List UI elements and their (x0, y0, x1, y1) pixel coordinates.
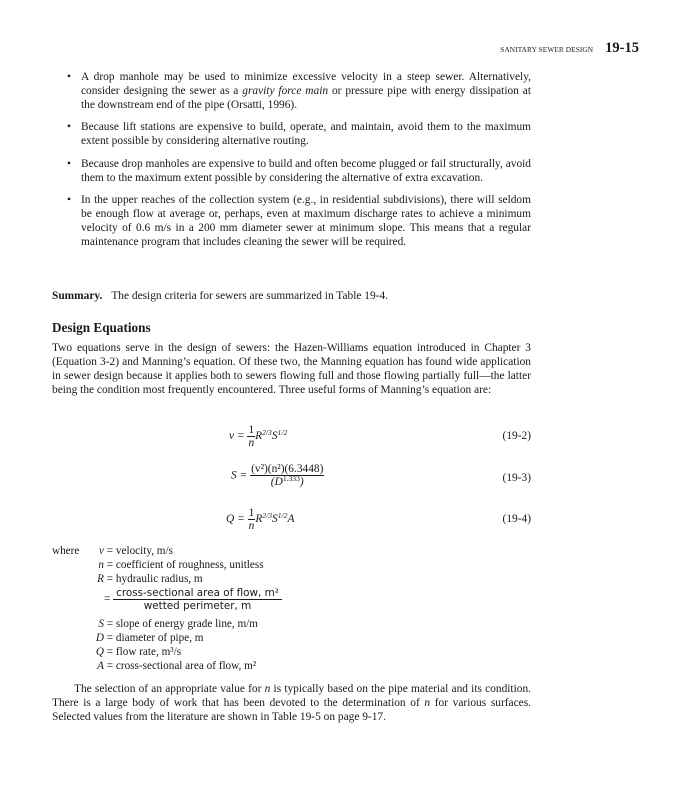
definition-row: Q = flow rate, m³/s (95, 646, 182, 658)
section-heading: Design Equations (52, 320, 151, 335)
running-head (500, 40, 639, 57)
bullet-item: • A drop manhole may be used to minimize excessive velocity in a steep sewer. Alternatively, consider designing the sewer as a gravity force main or pressure pipe with energy dissipation at the downstream end of the pipe (Orsatti, 1996). (67, 71, 531, 111)
definition-row: n = coefficient of roughness, unitless (98, 559, 264, 571)
definition-row-fraction: = $\frac{\text{cross-sectional area of flow, m²}}{\text{wetted perimeter, m}}$ (104, 587, 282, 612)
bullet-item: • In the upper reaches of the collection system (e.g., in residential subdivisions), there will seldom be enough flow at average or, perhaps, even at maximum discharge rates to achieve a minimum velocity of 0.6 m/s in a 200 mm diameter sewer at minimum slope. This means that a regular maintenance program that includes cleaning the sewer will be required. (67, 194, 531, 248)
summary-text: The design criteria for sewers are summarized in Table 19-4. (111, 290, 389, 302)
equation-number: (19-4) (502, 513, 531, 525)
equation-number: (19-3) (502, 472, 531, 484)
equation-19-3: S = $\frac{\text{(v²)(n²)(6.3448)}}{(D^{1.333})}$ (231, 463, 324, 488)
equation-19-2: v = $\frac{1}{n}$ $R^{2/3}S^{1/2}$ (229, 424, 288, 449)
summary-paragraph (52, 290, 531, 304)
bullet-list (52, 71, 531, 258)
bullet-item: • Because lift stations are expensive to build, operate, and maintain, avoid them to the maximum extent possible by considering alternative routing. (67, 121, 531, 148)
closing-paragraph: The selection of an appropriate value for n is typically based on the pipe material and its condition. There is a large body of work that has been devoted to the determination of n for various surfaces. Selected values from the literature are shown in Table 19-5 on page 9-17. (52, 683, 531, 723)
definition-row: R = hydraulic radius, m (97, 573, 203, 585)
definition-row: S = slope of energy grade line, m/m (98, 618, 258, 630)
where-label: where (52, 545, 80, 557)
definition-row: A = cross-sectional area of flow, m² (97, 660, 257, 672)
page-number: 19-15 (605, 40, 639, 56)
equation-number: (19-2) (502, 430, 531, 442)
intro-paragraph: Two equations serve in the design of sewers: the Hazen-Williams equation introduced in Chapter 3 (Equation 3-2) and Manning’s equation. Of these two, the Manning equation has found wide application in sewer design because it applies both to sewers flowing full and those flowing partially full—the latter being the condition most frequently encountered. Three useful forms of Manning’s equation are: (52, 342, 531, 396)
equation-19-4: Q = $\frac{1}{n}$ $R^{2/3}S^{1/2}A$ (226, 507, 295, 532)
bullet-item: • Because drop manholes are expensive to build and often become plugged or fail structurally, avoid them to the maximum extent possible by considering the alternative of extra excavation. (67, 157, 531, 184)
summary-label: Summary. (52, 290, 103, 302)
definition-row: v = velocity, m/s (99, 545, 173, 557)
definition-row: D = diameter of pipe, m (95, 632, 204, 644)
running-head-title: SANITARY SEWER DESIGN (500, 45, 594, 54)
